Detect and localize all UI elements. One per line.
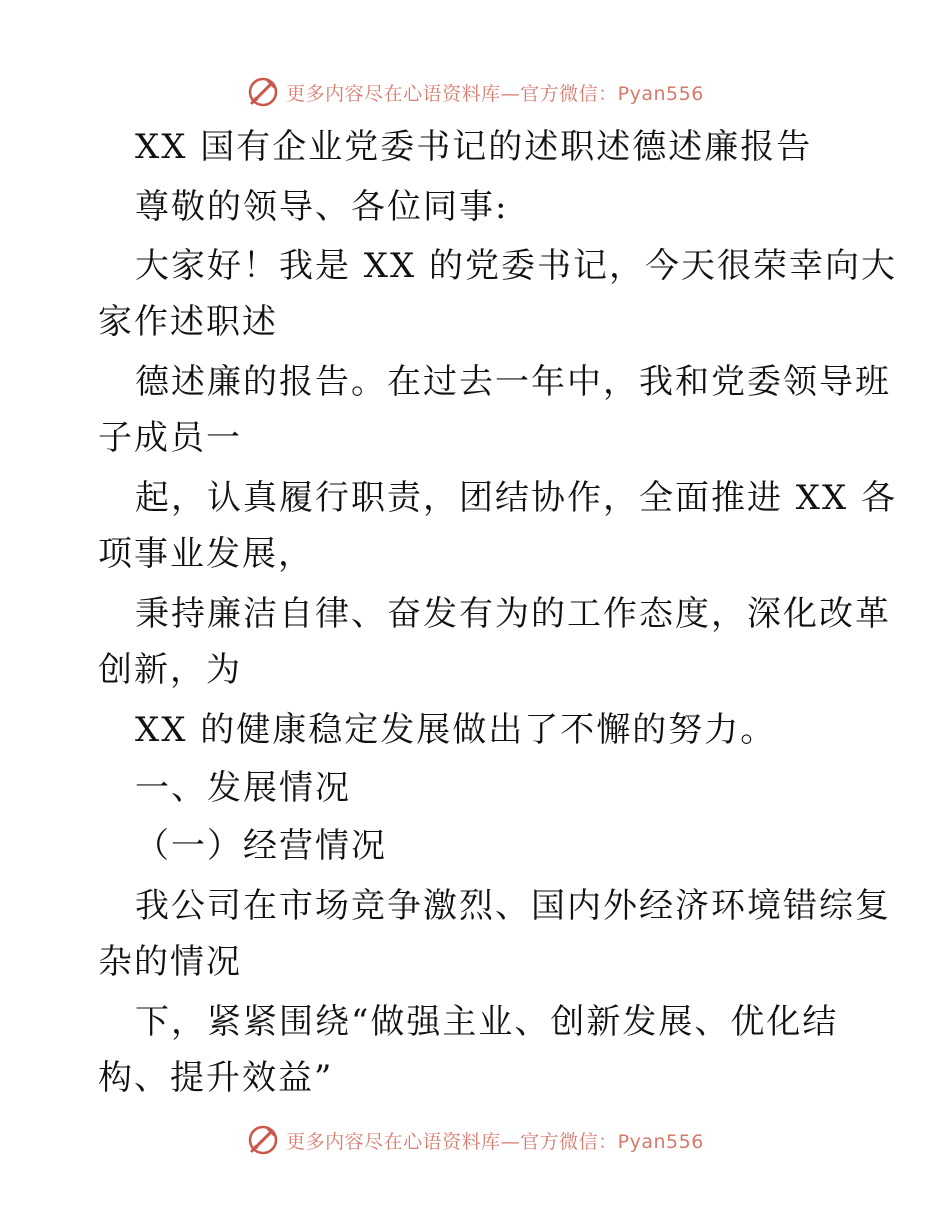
wechat-id: Pyan556 [617, 1130, 704, 1153]
paragraph-line: 子成员一 [98, 418, 242, 458]
header-watermark [0, 72, 950, 112]
watermark-text: 更多内容尽在心语资料库—官方微信：Pyan556 [286, 1130, 704, 1153]
paragraph-line: 起，认真履行职责，团结协作，全面推进 XX 各 [135, 478, 898, 518]
paragraph-line: 家作述职述 [98, 302, 278, 342]
paragraph-line: 德述廉的报告。在过去一年中，我和党委领导班 [135, 362, 891, 402]
subsection-heading: （一）经营情况 [135, 826, 387, 866]
paragraph-line: 杂的情况 [98, 942, 242, 982]
paragraph-line: 创新，为 [98, 650, 242, 690]
document-title: XX 国有企业党委书记的述职述德述廉报告 [135, 127, 813, 167]
paragraph-line: 项事业发展， [98, 534, 314, 574]
paragraph-line: 我公司在市场竞争激烈、国内外经济环境错综复 [135, 886, 891, 926]
pen-logo-icon [246, 1123, 280, 1157]
paragraph-line: XX 的健康稳定发展做出了不懈的努力。 [135, 710, 777, 750]
paragraph-line: 大家好！我是 XX 的党委书记，今天很荣幸向大 [135, 246, 898, 286]
wechat-id: Pyan556 [617, 82, 704, 105]
paragraph-line: 秉持廉洁自律、奋发有为的工作态度，深化改革 [135, 594, 891, 634]
footer-watermark [0, 1120, 950, 1160]
salutation: 尊敬的领导、各位同事: [135, 187, 509, 227]
paragraph-line: 构、提升效益” [98, 1058, 334, 1098]
watermark-text: 更多内容尽在心语资料库—官方微信：Pyan556 [286, 82, 704, 105]
paragraph-line: 下，紧紧围绕“做强主业、创新发展、优化结 [135, 1002, 839, 1042]
section-heading: 一、发展情况 [135, 768, 351, 808]
pen-logo-icon [246, 75, 280, 109]
